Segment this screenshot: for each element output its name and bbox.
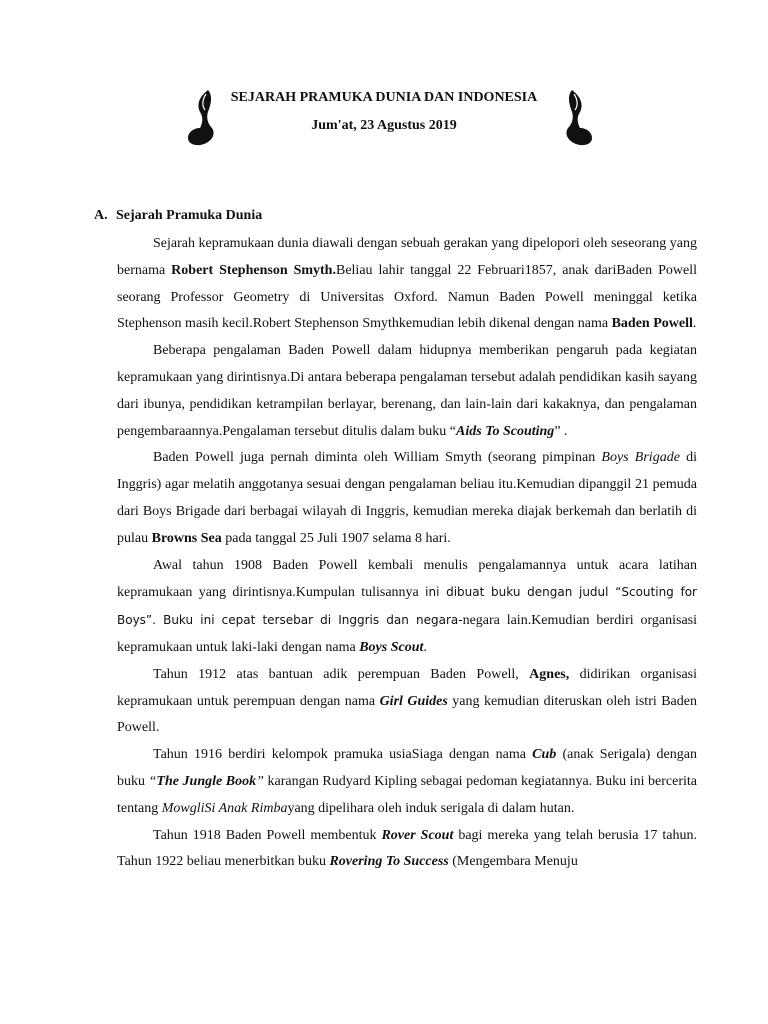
text-run: (anak Serigala) dengan buku	[117, 747, 697, 789]
text-run: yang dipelihara oleh induk serigala di dalam hutan.	[287, 800, 575, 816]
text-run: Beliau lahir tanggal 22 Februari1857, anak dariBaden Powell seorang Professor Geometry di Universitas Oxford. Namun Baden Powell meninggal ketika Stephenson masih kecil.Robert Stephenson Smythkemudian lebih dikenal dengan nama	[117, 262, 697, 332]
italic-run: Boys Brigade	[601, 450, 680, 466]
document-title: SEJARAH PRAMUKA DUNIA DAN INDONESIA	[230, 90, 538, 105]
document-header	[0, 88, 768, 136]
bold-run: Robert Stephenson Smyth.	[171, 262, 336, 278]
paragraph-7	[117, 823, 697, 877]
text-run: didirikan organisasi kepramukaan untuk perempuan dengan nama	[117, 666, 698, 709]
text-run: ” .	[554, 423, 568, 439]
section-heading	[94, 206, 262, 226]
text-run: Beberapa pengalaman Baden Powell dalam hidupnya memberikan pengaruh pada kegiatan kepramukaan yang dirintisnya.Di antara beberapa pengalaman tersebut adalah pendidikan kasih sayang dari ibunya, pendidikan ketrampilan berlayar, berenang, dan lain-lain dari kakaknya, dan pengalaman pengembaraannya.Pengalaman tersebut ditulis dalam buku “	[117, 343, 697, 439]
bold-italic-run: Aids To Scouting	[456, 423, 555, 439]
section-title: Sejarah Pramuka Dunia	[116, 208, 263, 223]
text-run: .	[692, 316, 697, 332]
text-run: pada tanggal 25 Juli 1907 selama 8 hari.	[221, 530, 451, 546]
text-run: bagi mereka yang telah berusia 17 tahun. Tahun 1922 beliau menerbitkan buku	[117, 827, 698, 870]
bold-italic-run: Rover Scout	[381, 827, 454, 843]
text-run: di Inggris) agar melatih anggotanya sesuai dengan pengalaman beliau itu.Kemudian dipanggil 21 pemuda dari Boys Brigade dari berbagai wilayah di Inggris, kemudian mereka diajak berkemah dan berlatih di pulau	[117, 450, 697, 546]
text-run: Tahun 1912 atas bantuan adik perempuan Baden Powell,	[153, 666, 530, 682]
bold-italic-run: Boys Scout	[359, 639, 424, 655]
paragraph-2	[117, 338, 697, 445]
paragraph-3	[117, 445, 697, 552]
text-run: yang kemudian diteruskan oleh istri Baden Powell.	[117, 693, 697, 736]
bold-italic-run: Rovering To Success	[329, 854, 449, 870]
text-run: Awal tahun 1908 Baden Powell kembali menulis pengalamannya untuk acara latihan kepramukaan yang dirintisnya.Kumpulan tulisannya	[117, 557, 697, 601]
italic-run: “	[148, 773, 157, 789]
paragraph-5	[117, 662, 697, 742]
bold-run: Browns Sea	[151, 530, 222, 546]
document-date: Jum'at, 23 Agustus 2019	[311, 118, 457, 133]
text-run: .	[423, 639, 427, 655]
italic-run: MowgliSi Anak Rimba	[161, 800, 288, 816]
section-marker: A.	[94, 208, 108, 223]
paragraph-6	[117, 742, 697, 822]
bold-run: Baden Powell	[611, 316, 693, 332]
document-body	[117, 231, 697, 876]
text-run: Tahun 1918 Baden Powell membentuk	[153, 827, 382, 843]
text-run: Sejarah kepramukaan dunia diawali dengan sebuah gerakan yang dipelopori oleh seseorang yang bernama	[117, 236, 697, 278]
text-run: negara lain.Kemudian berdiri organisasi kepramukaan untuk laki-laki dengan nama	[117, 613, 697, 655]
text-run: Baden Powell juga pernah diminta oleh William Smyth (seorang pimpinan	[153, 450, 602, 466]
bold-run: Agnes,	[529, 666, 570, 682]
paragraph-1	[117, 231, 697, 338]
italic-run: ”	[256, 773, 264, 789]
bold-italic-run: Girl Guides	[379, 693, 448, 709]
bold-italic-run: Cub	[532, 747, 557, 763]
sans-text-run: ini dibuat buku dengan judul “Scouting for Boys”. Buku ini cepat tersebar di Inggris dan negara-	[117, 585, 697, 628]
text-run: (Mengembara Menuju	[448, 854, 578, 870]
paragraph-4	[117, 553, 697, 662]
text-run: Tahun 1916 berdiri kelompok pramuka usiaSiaga dengan nama	[153, 747, 533, 763]
text-run: karangan Rudyard Kipling sebagai pedoman kegiatannya. Buku ini bercerita tentang	[117, 773, 698, 816]
bold-italic-run: The Jungle Book	[156, 773, 257, 789]
